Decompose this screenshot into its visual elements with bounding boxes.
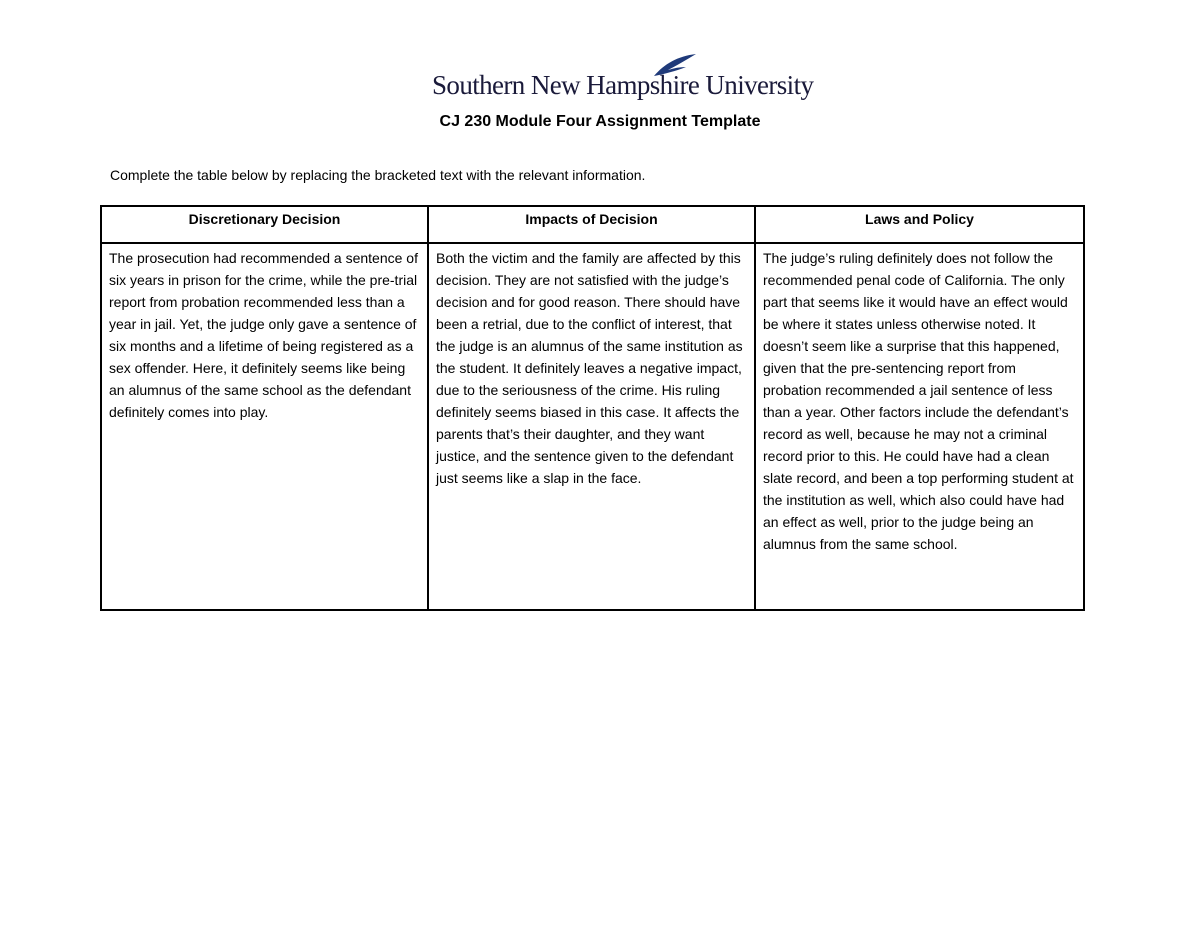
cell-impacts-of-decision: Both the victim and the family are affected by this decision. They are not satisfied with the judge’s decision and for good reason. There should have been a retrial, due to the conflict of interest, that the judge is an alumnus of the same institution as the student. It definitely leaves a negative impact, due to the seriousness of the crime. His ruling definitely seems biased in this case. It affects the parents that’s their daughter, and they want justice, and the sentence given to the defendant just seems like a slap in the face. [428,243,755,610]
cell-laws-and-policy: The judge’s ruling definitely does not follow the recommended penal code of California. The only part that seems like it would have an effect would be where it states unless otherwise noted. It doesn’t seem like a surprise that this happened, given that the pre-sentencing report from probation recommended a jail sentence of less than a year. Other factors include the defendant’s record as well, because he may not a criminal record prior to this. He could have had a clean slate record, and been a top performing student at the institution as well, which also could have had an effect as well, prior to the judge being an alumnus from the same school. [755,243,1084,610]
cell-discretionary-decision: The prosecution had recommended a sentence of six years in prison for the crime, while the pre-trial report from probation recommended less than a year in jail. Yet, the judge only gave a sentence of six months and a lifetime of being registered as a sex offender. Here, it definitely seems like being an alumnus of the same school as the defendant definitely comes into play. [101,243,428,610]
instructions-text: Complete the table below by replacing the bracketed text with the relevant information. [110,167,646,183]
table-header-row [101,206,1084,243]
university-name: Southern New Hampshire University [432,70,814,100]
document-title: CJ 230 Module Four Assignment Template [439,113,761,130]
table-row [101,243,1084,610]
header-discretionary-decision: Discretionary Decision [101,206,428,243]
header-impacts-of-decision: Impacts of Decision [428,206,755,243]
university-logo [432,52,814,104]
assignment-table [100,205,1085,611]
header-laws-and-policy: Laws and Policy [755,206,1084,243]
